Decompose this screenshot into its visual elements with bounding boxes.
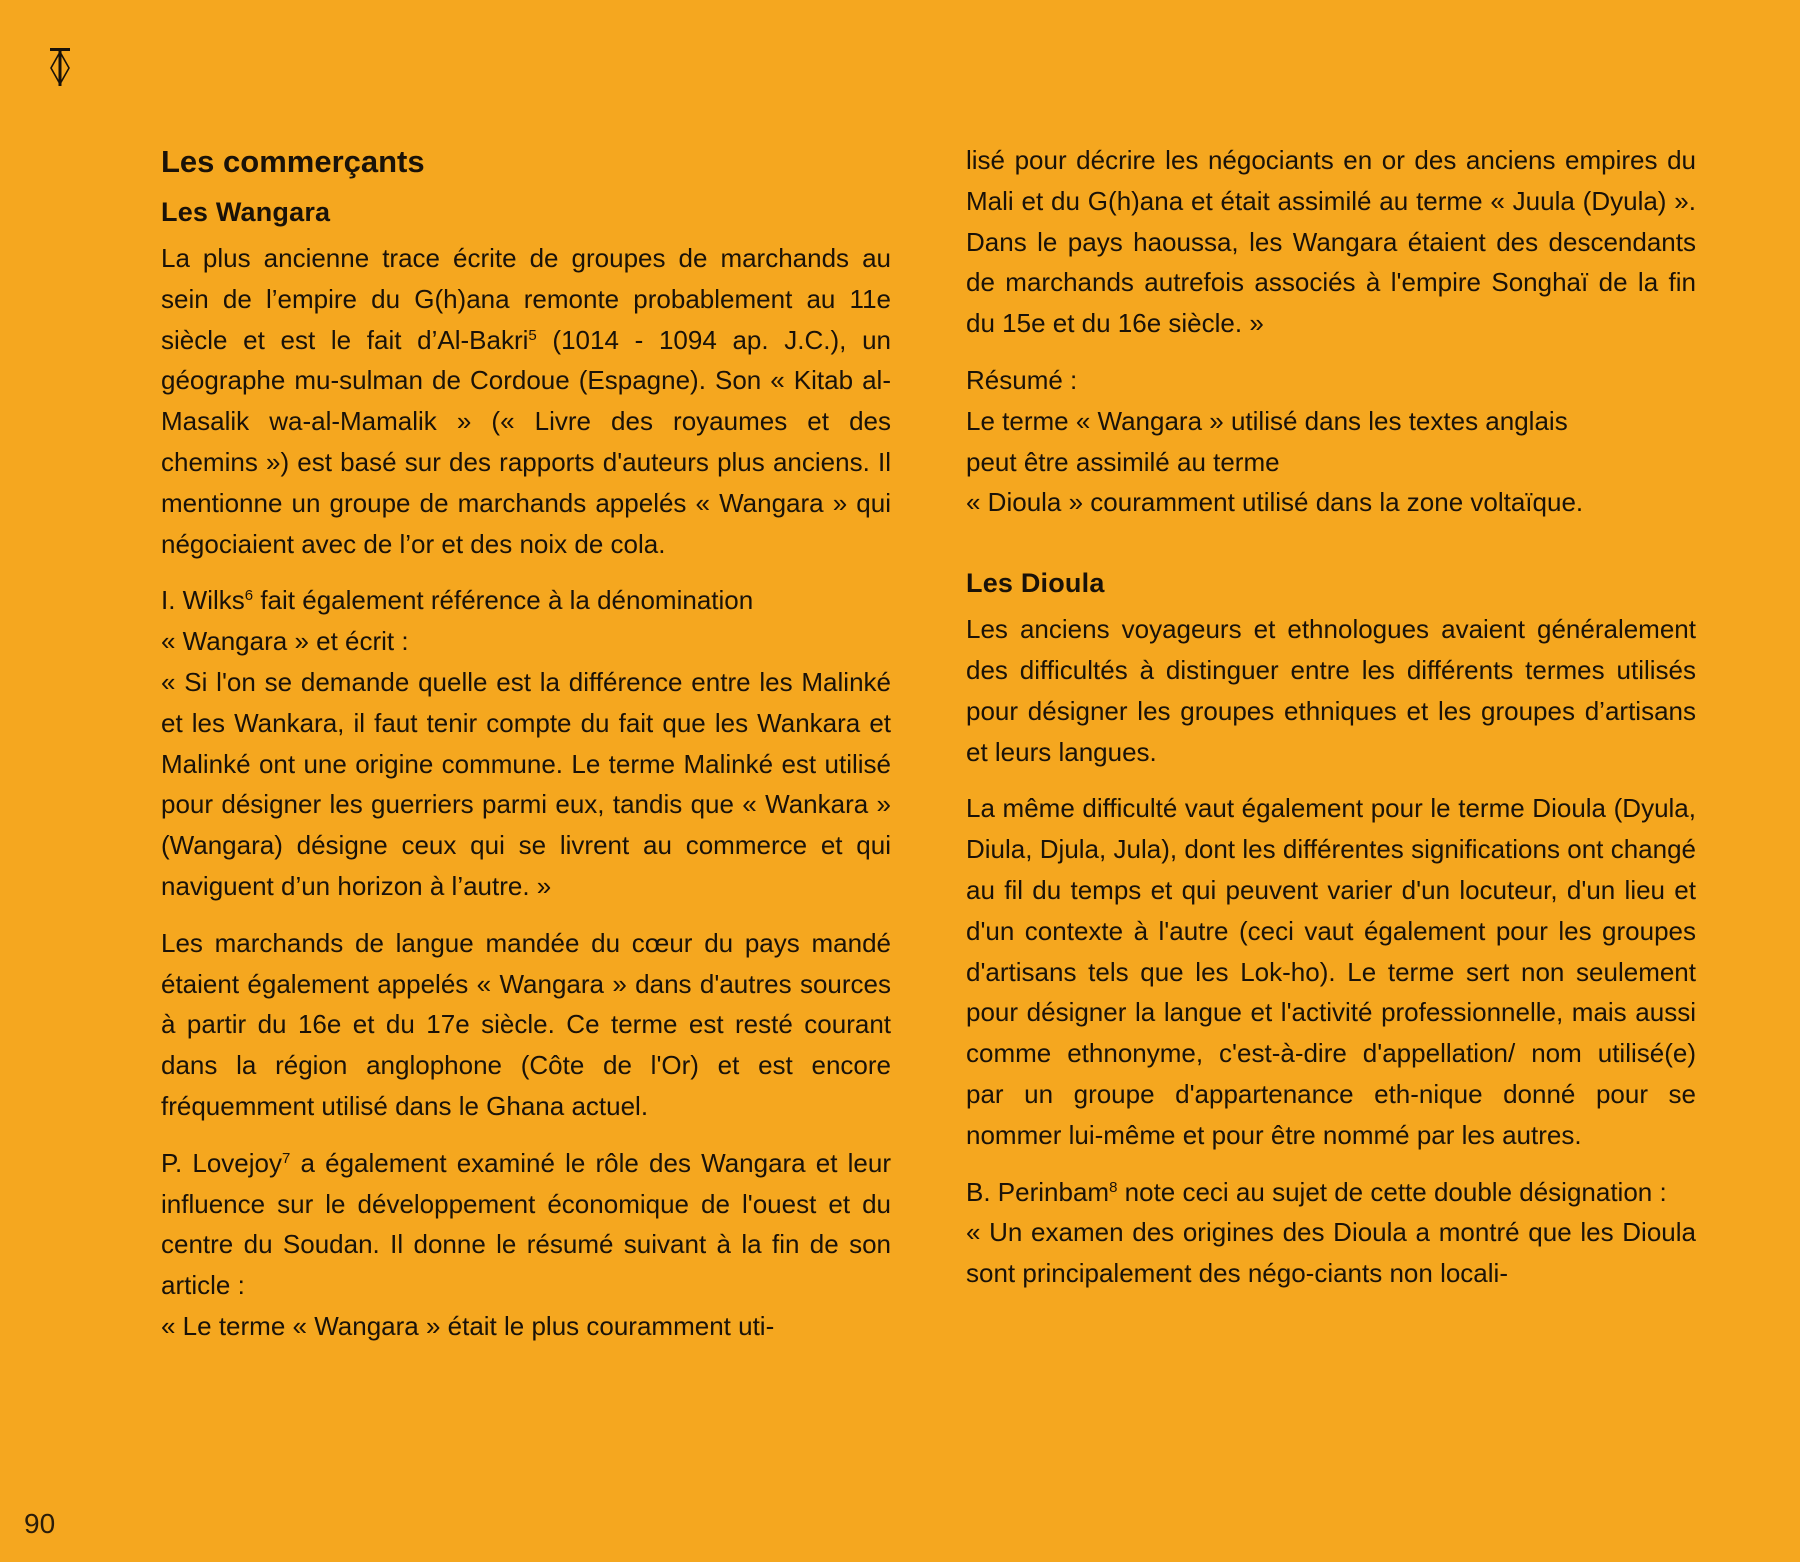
text-segment: La plus ancienne trace écrite de groupes de marchands au sein de l’empire du G(h)ana remonte probablement au 11e siècle et est le fait d’Al-Bakri	[161, 243, 891, 355]
paragraph-dioula-term: La même difficulté vaut également pour le terme Dioula (Dyula, Diula, Djula, Jula), dont les différentes significations ont changé au fil du temps et qui peuvent varier d'un locuteur, d'un lieu et d'un contexte à l'autre (ceci vaut également pour les groupes d'artisans tels que les Lok-ho). Le terme sert non seulement pour désigner la langue et l'activité professionnelle, mais aussi comme ethnonyme, c'est-à-dire d'appellation/ nom utilisé(e) par un groupe d'appartenance eth-nique donné pour se nommer lui-même et pour être nommé par les autres.	[966, 793, 1696, 1150]
summary-line-2: peut être assimilé au terme	[966, 446, 1280, 477]
paragraph-perinbam	[966, 1172, 1696, 1294]
left-column	[161, 136, 891, 1347]
wilks-quote: « Si l'on se demande quelle est la différence entre les Malinké et les Wankara, il faut tenir compte du fait que les Wankara et Malinké ont une origine commune. Le terme Malinké est utilisé pour désigner les guerriers parmi eux, tandis que « Wankara » (Wangara) désigne ceux qui se livrent au commerce et qui naviguent d’un horizon à l’autre. »	[161, 666, 891, 901]
spacer	[966, 523, 1696, 563]
text-segment: (1014 - 1094 ap. J.C.), un géographe mu-sulman de Cordoue (Espagne). Son « Kitab al-Masalik wa-al-Mamalik » (« Livre des royaumes et des chemins ») est basé sur des rapports d'auteurs plus anciens. Il mentionne un groupe de marchands appelés « Wangara » qui négociaient avec de l’or et des noix de cola.	[161, 324, 891, 559]
paragraph-mande-merchants: Les marchands de langue mandée du cœur du pays mandé étaient également appelés « Wangara » dans d'autres sources à partir du 16e et du 17e siècle. Ce terme est resté courant dans la région anglophone (Côte de l'Or) et est encore fréquemment utilisé dans le Ghana actuel.	[161, 927, 891, 1121]
footnote-ref-5[interactable]: 5	[528, 326, 537, 344]
text-segment: B. Perinbam	[966, 1176, 1110, 1207]
section-title: Les commerçants	[161, 144, 425, 179]
lovejoy-quote-continuation: lisé pour décrire les négociants en or des anciens empires du Mali et du G(h)ana et était assimilé au terme « Juula (Dyula) ». Dans le pays haoussa, les Wangara étaient des descendants de marchands autrefois associés à l'empire Songhaï de la fin du 15e et du 16e siècle. »	[966, 145, 1696, 339]
perinbam-quote-start: « Un examen des origines des Dioula a montré que les Dioula sont principalement des négo-ciants non locali-	[966, 1217, 1696, 1289]
paragraph-wilks	[161, 580, 891, 906]
pen-nib-logo-icon	[48, 46, 72, 90]
paragraph-lovejoy	[161, 1143, 891, 1347]
right-column	[966, 140, 1696, 1294]
wilks-intro-line-2: « Wangara » et écrit :	[161, 626, 409, 657]
subsection-title-dioula: Les Dioula	[966, 568, 1105, 599]
footnote-ref-6[interactable]: 6	[244, 587, 254, 605]
footnote-ref-7[interactable]: 7	[282, 1149, 291, 1167]
summary-block	[966, 360, 1696, 523]
text-segment: a également examiné le rôle des Wangara et leur influence sur le développement économique de l'ouest et du centre du Soudan. Il donne le résumé suivant à la fin de son article :	[161, 1147, 892, 1301]
text-segment: P. Lovejoy	[161, 1147, 282, 1178]
footnote-ref-8[interactable]: 8	[1109, 1178, 1118, 1196]
paragraph-al-bakri	[161, 238, 891, 564]
summary-label: Résumé :	[966, 364, 1078, 395]
text-segment: I. Wilks	[161, 585, 245, 616]
wilks-intro-line	[161, 580, 891, 621]
paragraph-travelers: Les anciens voyageurs et ethnologues avaient généralement des difficultés à distinguer entre les différents termes utilisés pour désigner les groupes ethniques et les groupes d’artisans et leurs langues.	[966, 614, 1696, 767]
text-segment: note ceci au sujet de cette double désignation :	[1117, 1176, 1667, 1207]
subsection-title-wangara: Les Wangara	[161, 197, 331, 227]
lovejoy-quote-start: « Le terme « Wangara » était le plus couramment uti-	[161, 1310, 775, 1341]
summary-line-1: Le terme « Wangara » utilisé dans les textes anglais	[966, 405, 1568, 436]
page-number: 90	[24, 1508, 56, 1539]
summary-line-3: « Dioula » couramment utilisé dans la zone voltaïque.	[966, 487, 1584, 518]
text-segment: fait également référence à la dénomination	[253, 585, 754, 616]
